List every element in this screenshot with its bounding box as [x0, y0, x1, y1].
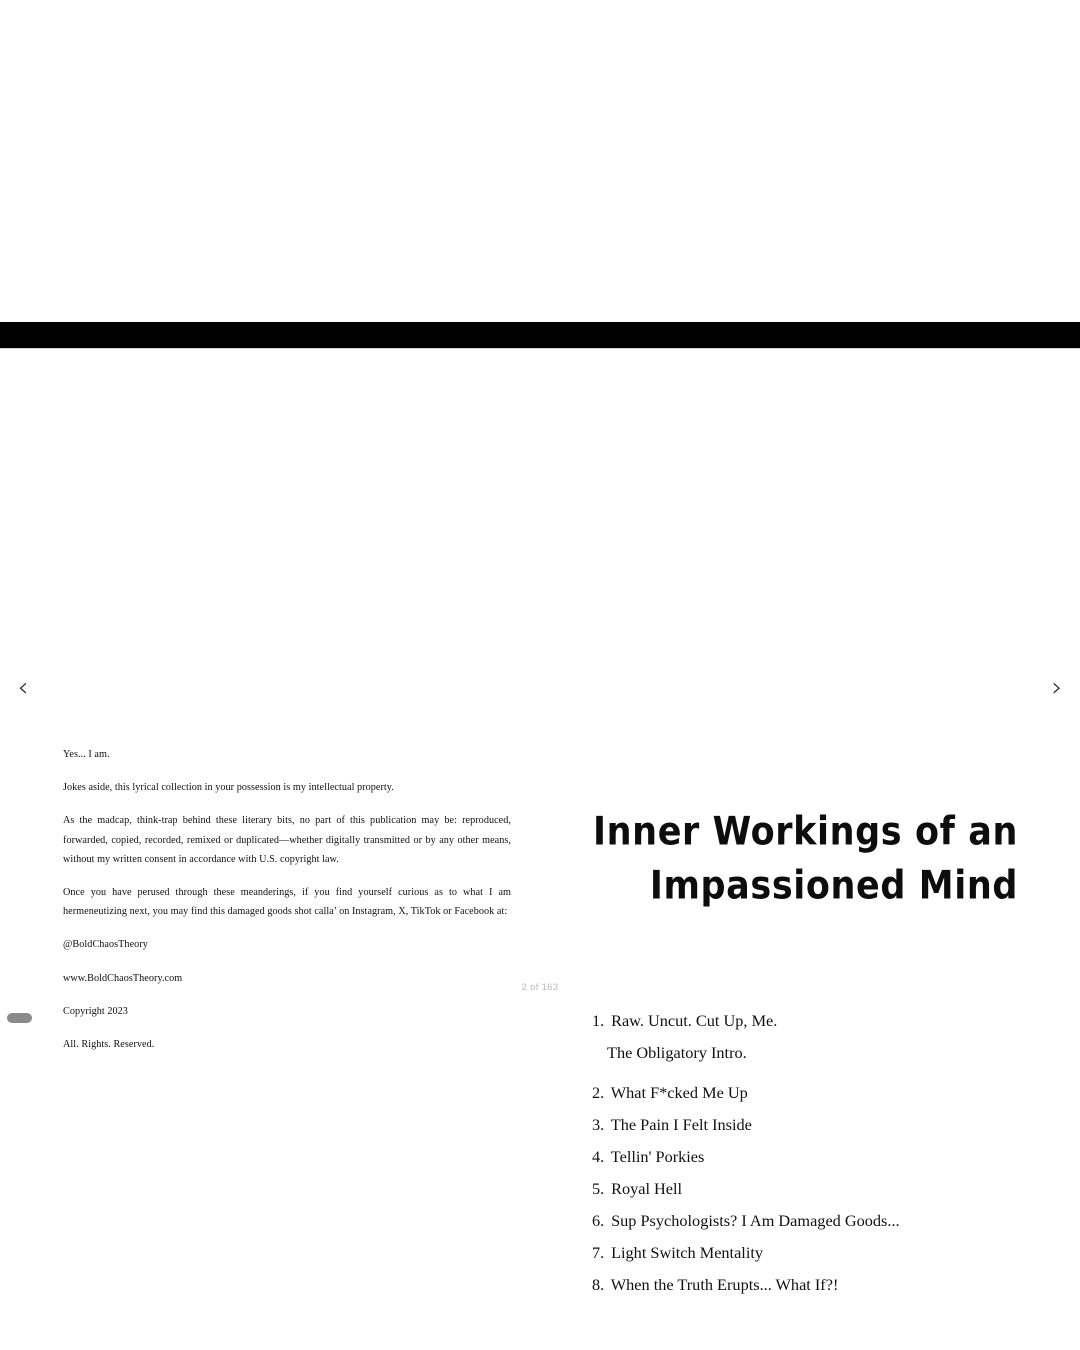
copyright-paragraph: www.BoldChaosTheory.com [63, 972, 183, 984]
copyright-paragraph: All. Rights. Reserved. [63, 1039, 155, 1051]
toc-entry[interactable] [592, 1179, 1022, 1199]
copyright-paragraph: @BoldChaosTheory [63, 939, 148, 951]
book-title: Inner Workings of an Impassioned Mind [593, 809, 1018, 909]
scroll-drag-handle[interactable] [7, 1013, 32, 1023]
toc-entry-number: 3. [592, 1115, 605, 1134]
left-page-copyright [63, 745, 511, 1068]
toc-entry-label: Raw. Uncut. Cut Up, Me. [611, 1011, 778, 1030]
toc-entry-number: 6. [592, 1211, 605, 1230]
toc-entry-label: Tellin' Porkies [610, 1147, 705, 1166]
toc-entry-label: Royal Hell [611, 1179, 683, 1198]
toc-entry[interactable] [592, 1115, 1022, 1135]
toc-entry-number: 8. [592, 1275, 605, 1294]
toc-entry[interactable] [592, 1083, 1022, 1103]
toc-entry-number: 2. [592, 1083, 605, 1102]
toc-entry[interactable] [592, 1147, 1022, 1167]
toc-entry-subtitle[interactable]: The Obligatory Intro. [607, 1043, 747, 1062]
reader-spread [0, 349, 1080, 1294]
toc-entry-label: What F*cked Me Up [610, 1083, 748, 1102]
previous-page-chevron-icon[interactable]: ‹ [17, 672, 29, 703]
toc-entry[interactable] [592, 1211, 1022, 1231]
toc-entry-label: The Pain I Felt Inside [610, 1115, 752, 1134]
toc-entry-label: Sup Psychologists? I Am Damaged Goods... [611, 1211, 900, 1230]
next-page-chevron-icon[interactable]: › [1051, 672, 1063, 703]
copyright-paragraph: Yes... I am. [63, 749, 110, 760]
toc-entry-number: 4. [592, 1147, 605, 1166]
toc-entry-label: Light Switch Mentality [611, 1243, 764, 1262]
copyright-paragraph: Once you have perused through these meanderings, if you find yourself curious as to what I am hermeneutizing next, you may find this damaged goods shot calla’ on Instagram, X, TikTok or Facebook at: [63, 887, 511, 918]
right-page-contents [560, 745, 1022, 1294]
page-counter: 2 of 163 [521, 982, 559, 993]
toc-entry-label: When the Truth Erupts... What If?! [610, 1275, 839, 1294]
table-of-contents [592, 1011, 1022, 1307]
copyright-paragraph: Jokes aside, this lyrical collection in your possession is my intellectual property. [63, 782, 394, 794]
toc-entry[interactable] [592, 1275, 1022, 1295]
toc-entry[interactable] [592, 1243, 1022, 1263]
toc-entry-number: 5. [592, 1179, 605, 1198]
copyright-paragraph: As the madcap, think-trap behind these literary bits, no part of this publication may be: reproduced, forwarded, copied, recorded, remixed or duplicated—whether digitally transmitted or by any other means, without my written consent in accordance with U.S. copyright law. [63, 815, 511, 865]
copyright-paragraph: Copyright 2023 [63, 1005, 128, 1017]
toc-entry[interactable] [592, 1011, 1022, 1031]
toc-entry-number: 7. [592, 1243, 605, 1262]
toc-entry-number: 1. [592, 1011, 605, 1030]
top-toolbar-band [0, 322, 1080, 348]
